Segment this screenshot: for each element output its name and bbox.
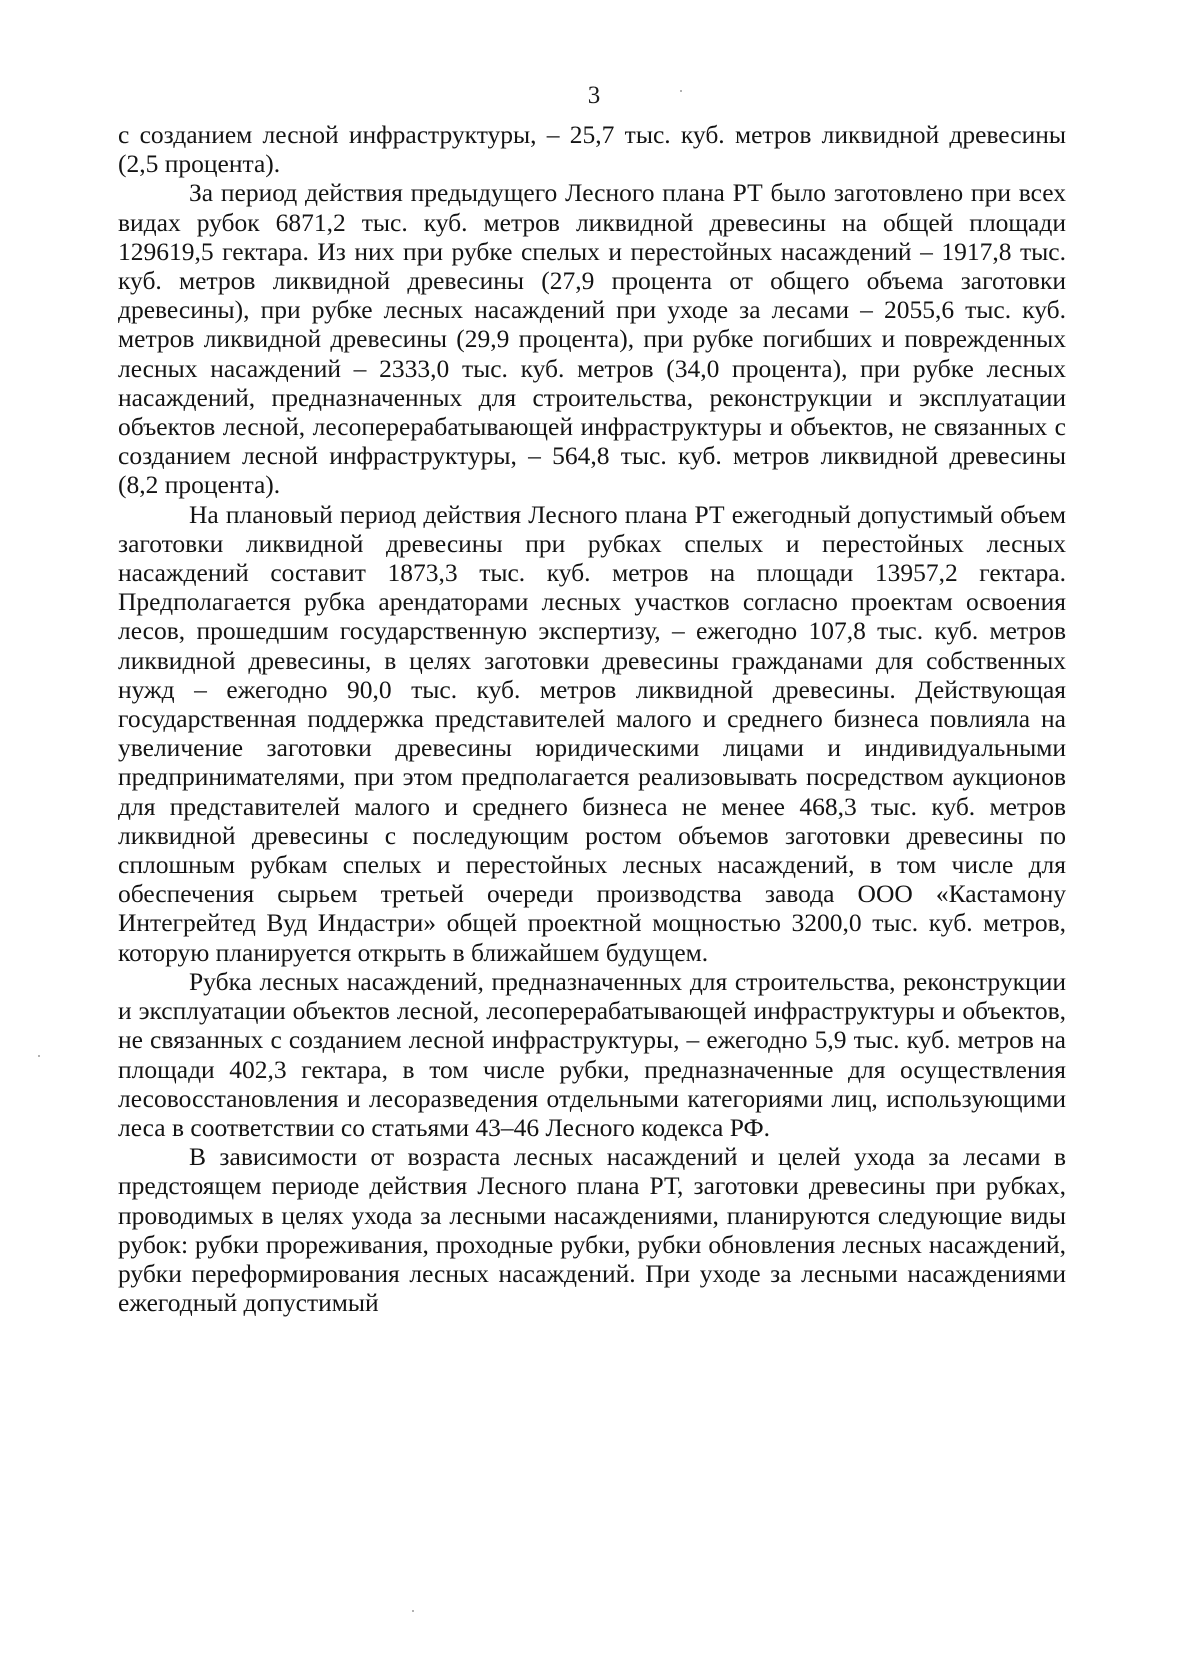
paragraph-infrastructure-felling: Рубка лесных насаждений, предназначенных для строительства, реконструкции и эксплуатации объектов лесной, лесоперерабатывающей инфраструктуры и объектов, не связанных с созданием лесной инфраструктуры, – ежегодно 5,9 тыс. куб. метров на площади 402,3 гектара, в том числе рубки, предназначенные для осуществления лесовосстановления и лесоразведения отдельными категориями лиц, использующими леса в соответствии со статьями 43–46 Лесного кодекса РФ. xyxy=(118,966,1066,1142)
paragraph-previous-plan-harvest: За период действия предыдущего Лесного плана РТ было заготовлено при всех видах рубок 6871,2 тыс. куб. метров ликвидной древесины на общей площади 129619,5 гектара. Из них при рубке спелых и перестойных насаждений – 1917,8 тыс. куб. метров ликвидной древесины (27,9 процента от общего объема заготовки древесины), при рубке лесных насаждений при уходе за лесами – 2055,6 тыс. куб. метров ликвидной древесины (29,9 процента), при рубке погибших и поврежденных лесных насаждений – 2333,0 тыс. куб. метров (34,0 процента), при рубке лесных насаждений, предназначенных для строительства, реконструкции и эксплуатации объектов лесной, лесоперерабатывающей инфраструктуры и объектов, не связанных с созданием лесной инфраструктуры, – 564,8 тыс. куб. метров ликвидной древесины (8,2 процента). xyxy=(118,178,1066,500)
paragraph-continuation: с созданием лесной инфраструктуры, – 25,7 тыс. куб. метров ликвидной древесины (2,5 процента). xyxy=(118,120,1066,179)
scan-speck xyxy=(412,1610,414,1612)
page-number: 3 xyxy=(587,82,601,109)
paragraph-thinning-types: В зависимости от возраста лесных насаждений и целей ухода за лесами в предстоящем периоде действия Лесного плана РТ, заготовки древесины при рубках, проводимых в целях ухода за лесными насаждениями, планируются следующие виды рубок: рубки прореживания, проходные рубки, рубки обновления лесных насаждений, рубки переформирования лесных насаждений. При уходе за лесными насаждениями ежегодный допустимый xyxy=(118,1142,1066,1318)
paragraph-planned-period-volume: На плановый период действия Лесного плана РТ ежегодный допустимый объем заготовки ликвидной древесины при рубках спелых и перестойных лесных насаждений составит 1873,3 тыс. куб. метров на площади 13957,2 гектара. Предполагается рубка арендаторами лесных участков согласно проектам освоения лесов, прошедшим государственную экспертизу, – ежегодно 107,8 тыс. куб. метров ликвидной древесины, в целях заготовки древесины гражданами для собственных нужд – ежегодно 90,0 тыс. куб. метров ликвидной древесины. Действующая государственная поддержка представителей малого и среднего бизнеса повлияла на увеличение заготовки древесины юридическими лицами и индивидуальными предпринимателями, при этом предполагается реализовывать посредством аукционов для представителей малого и среднего бизнеса не менее 468,3 тыс. куб. метров ликвидной древесины с последующим ростом объемов заготовки древесины по сплошным рубкам спелых и перестойных лесных насаждений, в том числе для обеспечения сырьем третьей очереди производства завода ООО «Кастамону Интегрейтед Вуд Индастри» общей проектной мощностью 3200,0 тыс. куб. метров, которую планируется открыть в ближайшем будущем. xyxy=(118,499,1066,967)
scan-speck xyxy=(38,1055,40,1057)
body-text xyxy=(118,120,1066,1317)
scan-speck xyxy=(680,90,682,92)
